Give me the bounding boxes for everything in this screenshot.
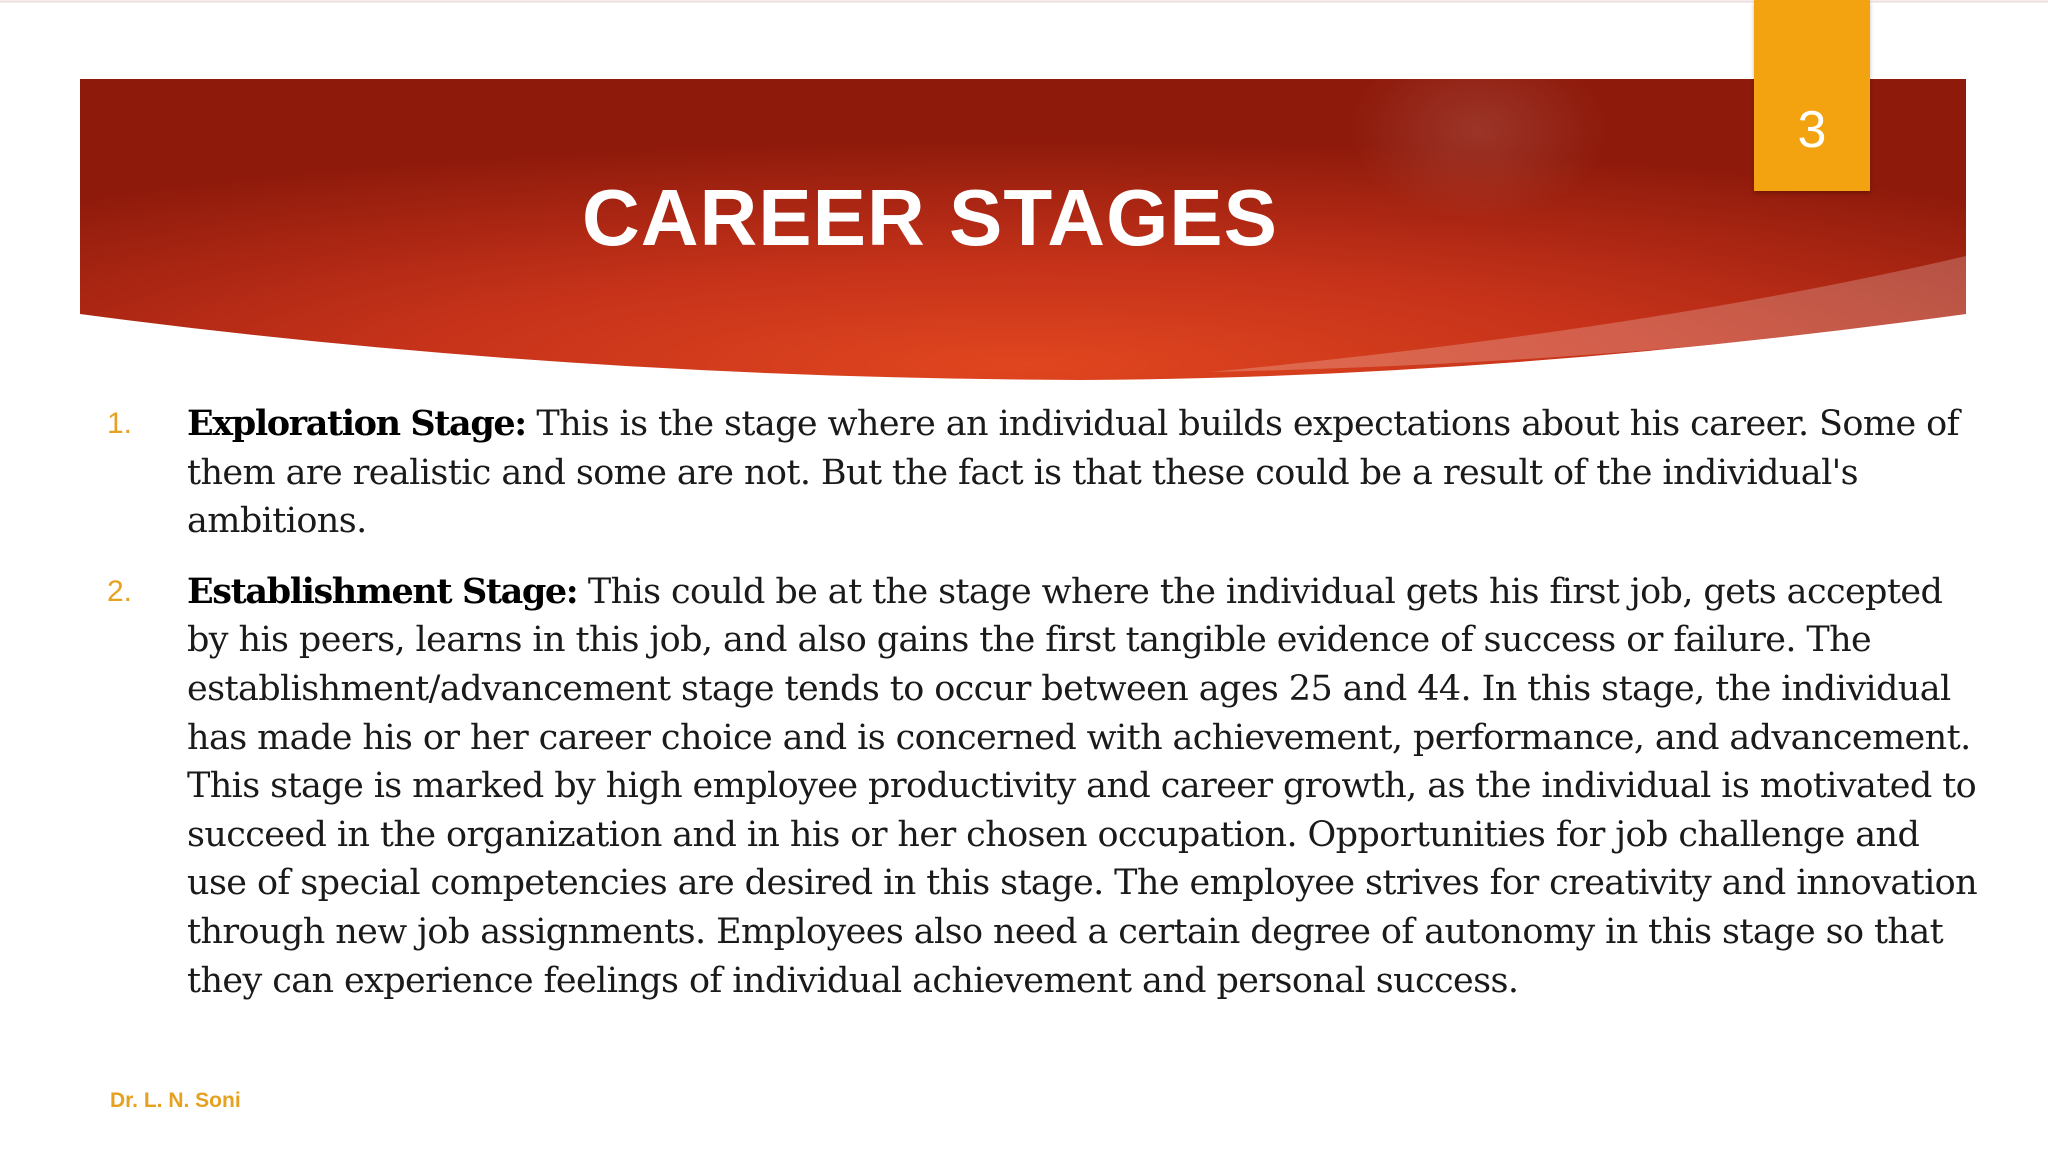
page-number: 3: [1797, 101, 1827, 159]
page-number-badge: [1754, 0, 1870, 191]
item-text: This could be at the stage where the individual gets his first job, gets accepted by his peers, learns in this job, and also gains the first tangible evidence of success or failure. The establishment/advancement stage tends to occur between ages 25 and 44. In this stage, the individual has made his or her career choice and is concerned with achievement, performance, and advancement. This stage is marked by high employee productivity and career growth, as the individual is motivated to succeed in the organization and in his or her chosen occupation. Opportunities for job challenge and use of special competencies are desired in this stage. The employee strives for creativity and innovation through new job assignments. Employees also need a certain degree of autonomy in this stage so that they can experience feelings of individual achievement and personal success.: [187, 571, 1978, 1001]
item-heading: Establishment Stage:: [187, 570, 578, 612]
list-item-exploration-stage: [105, 400, 1985, 546]
list-number: 2.: [107, 574, 133, 608]
list-number: 1.: [107, 407, 133, 440]
slide-title: CAREER STAGES: [581, 173, 1279, 262]
list-item-establishment-stage: [105, 568, 1985, 1005]
item-heading: Exploration Stage:: [187, 403, 526, 444]
item-text: This is the stage where an individual builds expectations about his career. Some of them are realistic and some are not. But the fact is that these could be a result of the individual's ambitions.: [187, 404, 1959, 542]
footer-author: Dr. L. N. Soni: [110, 1089, 241, 1112]
career-stages-list: [105, 400, 1985, 1005]
